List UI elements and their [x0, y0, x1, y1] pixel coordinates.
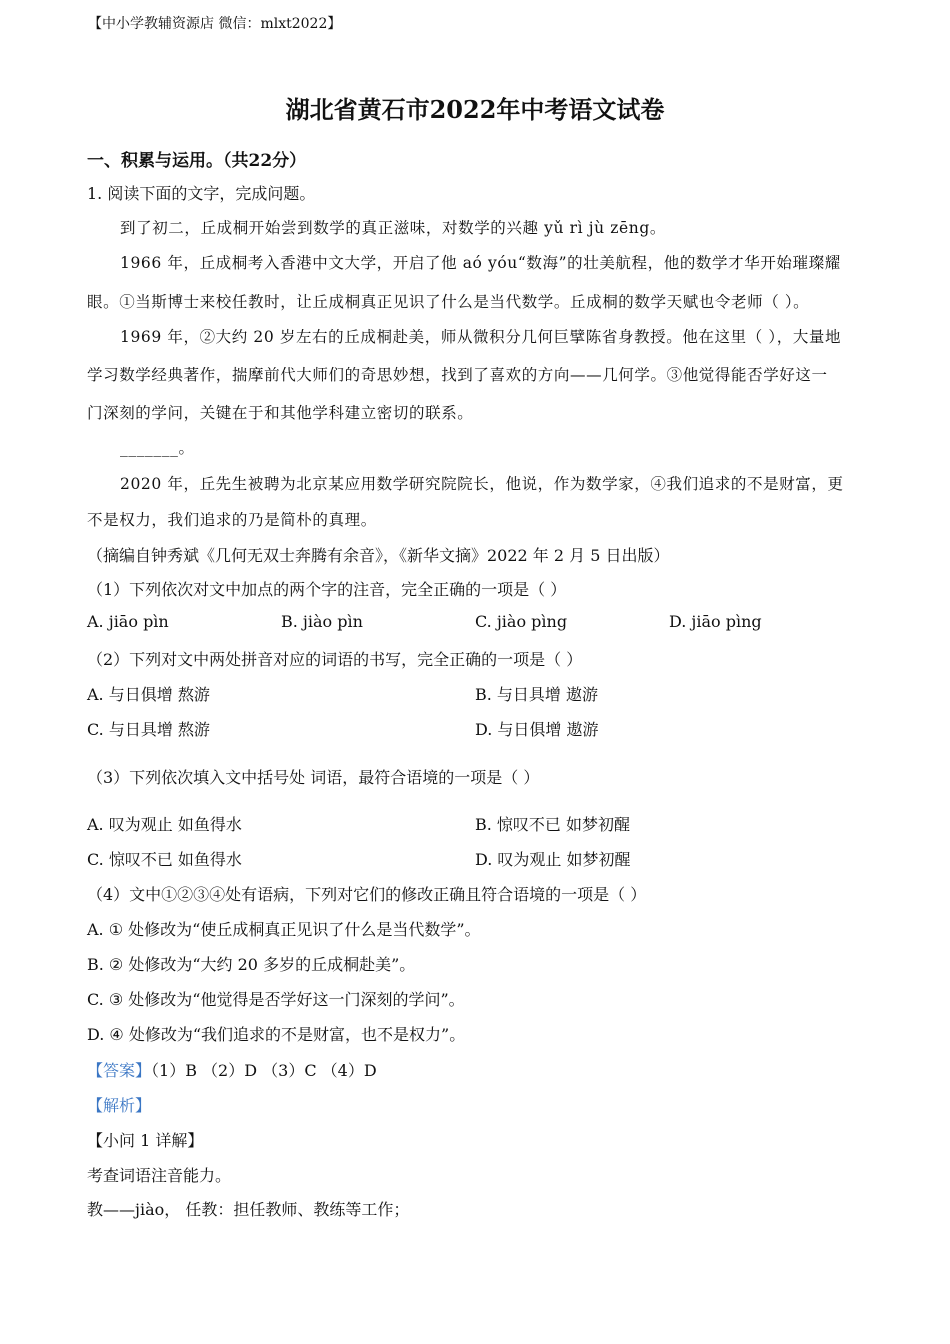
passage-line: 1969 年，②大约 20 岁左右的丘成桐赴美，师从微积分几何巨擘陈省身教授。他在这里（ ），大量地	[120, 328, 842, 346]
passage-line: 1966 年，丘成桐考入香港中文大学，开启了他 aó yóu“数海”的壮美航程，他的数学才华开始璀璨耀	[120, 254, 841, 272]
explanation-line: 考查词语注音能力。	[87, 1166, 232, 1185]
option-b: B. 与日具增 遨游	[475, 685, 599, 704]
explanation-line: 教——jiào， 任教：担任教师、教练等工作；	[87, 1200, 410, 1219]
passage-line: 不是权力，我们追求的乃是简朴的真理。	[87, 511, 377, 529]
option-d: D. 叹为观止 如梦初醒	[475, 850, 631, 869]
option-b: B. ② 处修改为“大约 20 多岁的丘成桐赴美”。	[87, 955, 416, 974]
question-intro: 1. 阅读下面的文字，完成问题。	[87, 184, 316, 203]
option-d: D. ④ 处修改为“我们追求的不是财富，也不是权力”。	[87, 1025, 466, 1044]
passage-blank-line: _______。	[120, 439, 195, 457]
option-d: D. jiāo pìng	[669, 612, 762, 631]
option-a: A. jiāo pìn	[87, 612, 169, 631]
option-c: C. jiào pìng	[475, 612, 568, 631]
sub-question-heading: 【小问 1 详解】	[87, 1131, 204, 1150]
question-stem-1: （1）下列依次对文中加点的两个字的注音，完全正确的一项是（ ）	[87, 580, 567, 599]
option-d: D. 与日俱增 遨游	[475, 720, 599, 739]
option-c: C. 惊叹不已 如鱼得水	[87, 850, 242, 869]
answer-line	[87, 1058, 377, 1081]
answer-label: 【答案】	[87, 1061, 152, 1080]
question-stem-4: （4）文中①②③④处有语病，下列对它们的修改正确且符合语境的一项是（ ）	[87, 885, 647, 904]
option-a: A. 叹为观止 如鱼得水	[87, 815, 242, 834]
option-b: B. 惊叹不已 如梦初醒	[475, 815, 631, 834]
passage-line: 2020 年，丘先生被聘为北京某应用数学研究院院长，他说，作为数学家，④我们追求的不是财富，更	[120, 475, 844, 493]
option-a: A. 与日俱增 熬游	[87, 685, 210, 704]
source-citation: （摘编自钟秀斌《几何无双士奔腾有余音》，《新华文摘》2022 年 2 月 5 日出版）	[87, 546, 670, 565]
passage-line: 学习数学经典著作，揣摩前代大师们的奇思妙想，找到了喜欢的方向——几何学。③他觉得能否学好这一	[87, 366, 828, 384]
passage-line: 门深刻的学问，关键在于和其他学科建立密切的联系。	[87, 404, 474, 422]
option-c: C. ③ 处修改为“他觉得是否学好这一门深刻的学问”。	[87, 990, 465, 1009]
answer-text: （1）B （2）D （3）C （4）D	[151, 1061, 377, 1080]
header-tag: 【中小学教辅资源店 微信：mlxt2022】	[88, 16, 342, 32]
option-a: A. ① 处修改为“使丘成桐真正见识了什么是当代数学”。	[87, 920, 481, 939]
option-b: B. jiào pìn	[281, 612, 363, 631]
question-stem-3: （3）下列依次填入文中括号处 词语，最符合语境的一项是（ ）	[87, 768, 540, 787]
question-stem-2: （2）下列对文中两处拼音对应的词语的书写，完全正确的一项是（ ）	[87, 650, 583, 669]
section-heading: 一、积累与运用。（共22分）	[87, 151, 307, 171]
analysis-label: 【解析】	[87, 1096, 152, 1115]
page-title: 湖北省黄石市2022年中考语文试卷	[285, 95, 665, 124]
passage-line: 到了初二，丘成桐开始尝到数学的真正滋味，对数学的兴趣 yǔ rì jù zēng。	[120, 219, 666, 237]
passage-line: 眼。①当斯博士来校任教时，让丘成桐真正见识了什么是当代数学。丘成桐的数学天赋也令老师（ ）。	[87, 293, 810, 311]
option-c: C. 与日具增 熬游	[87, 720, 210, 739]
